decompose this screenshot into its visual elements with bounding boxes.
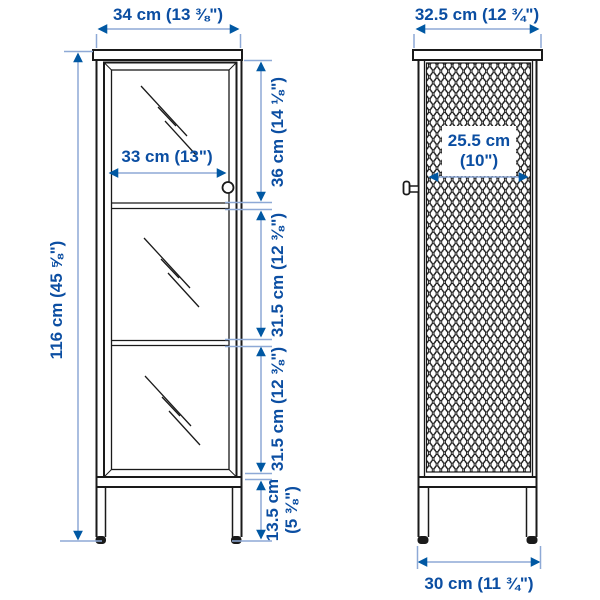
- mesh-width-label-inch: (10"): [459, 151, 499, 170]
- mesh-panel: [427, 63, 531, 472]
- door-knob: [223, 182, 234, 193]
- glass-door: [104, 63, 237, 478]
- mesh-width-label-cm: 25.5 cm: [447, 131, 511, 150]
- side-left-foot: [418, 536, 429, 544]
- front-right-foot: [231, 536, 242, 544]
- front-left-foot: [96, 536, 107, 544]
- mesh-width-label: [429, 129, 529, 173]
- side-top-panel: [413, 50, 542, 60]
- top-section-label: 36 cm (14 ⅛"): [268, 76, 287, 188]
- side-knob: [404, 182, 410, 195]
- side-view: [404, 50, 543, 544]
- leg-height-label-cm: 13.5 cm: [263, 478, 282, 542]
- leg-height-label-inch: (5 ⅜"): [282, 486, 301, 534]
- inner-width-label: 33 cm (13"): [121, 147, 213, 166]
- middle-section-label: 31.5 cm (12 ⅜"): [268, 212, 287, 338]
- side-knob-stem: [410, 186, 419, 192]
- front-view: [93, 50, 242, 544]
- side-depth-label: 32.5 cm (12 ¾"): [414, 5, 540, 24]
- front-top-panel: [93, 50, 242, 60]
- front-width-label: 34 cm (13 ⅜"): [112, 5, 224, 24]
- height-label: 116 cm (45 ⅝"): [47, 240, 66, 360]
- base-depth-label: 30 cm (11 ¾"): [424, 574, 534, 593]
- side-right-foot: [527, 536, 538, 544]
- leg-height-label: [262, 470, 302, 550]
- lower-section-label: 31.5 cm (12 ⅜"): [268, 346, 287, 472]
